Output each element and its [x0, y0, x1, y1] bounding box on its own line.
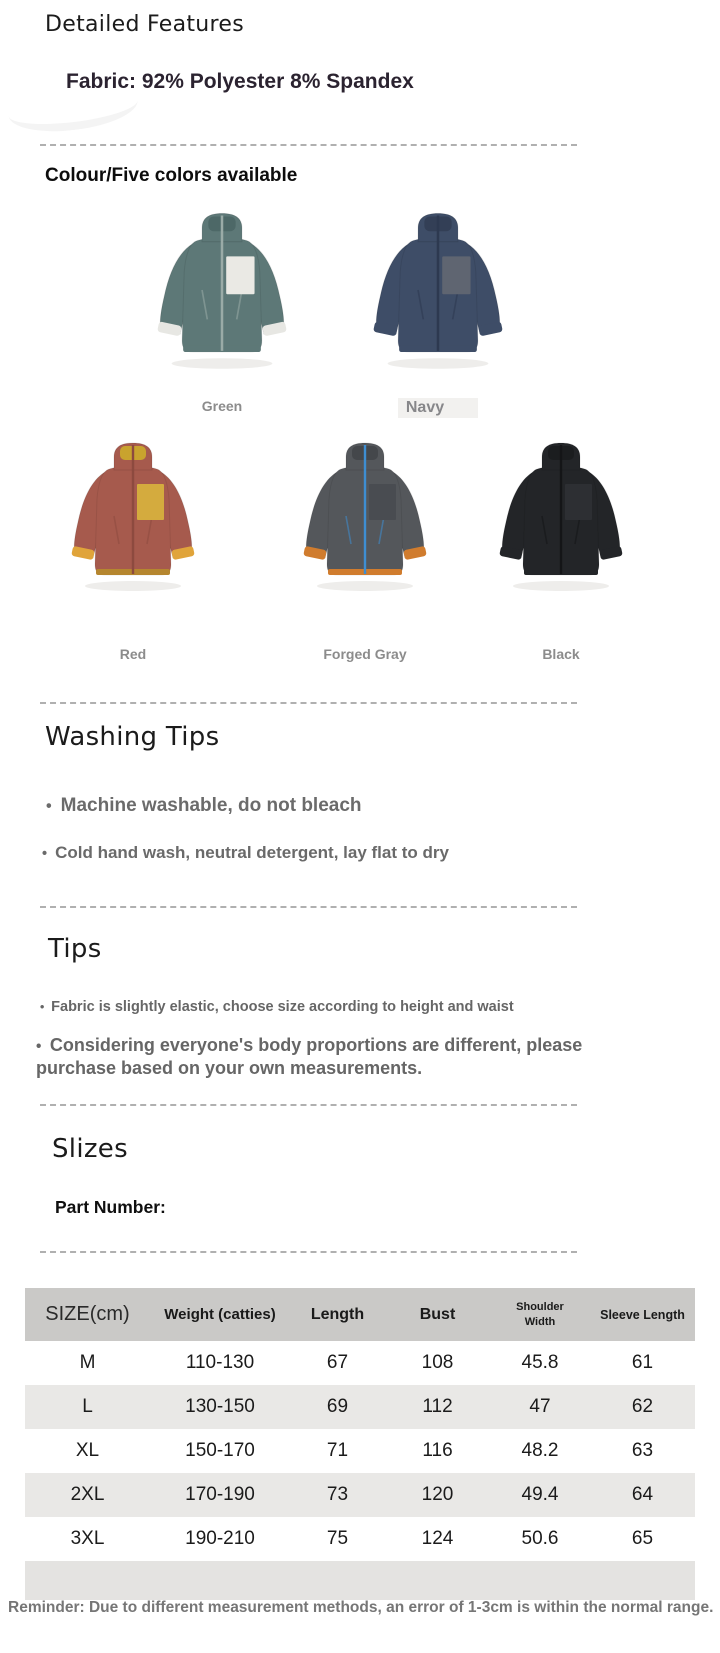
- jacket-illustration: [58, 432, 208, 600]
- table-cell: 2XL: [70, 1484, 105, 1505]
- jacket-image-red: [58, 432, 208, 662]
- jacket-image-navy: [358, 206, 518, 418]
- tips-heading: Tips: [48, 934, 102, 964]
- tips-bullet: • Fabric is slightly elastic, choose size according to height and waist: [40, 999, 514, 1015]
- table-header-cell: Bust: [419, 1305, 456, 1323]
- table-cell: L: [82, 1396, 93, 1417]
- table-cell: 110-130: [185, 1352, 255, 1373]
- table-cell: 48.2: [521, 1440, 559, 1461]
- color-label: Black: [542, 646, 580, 662]
- color-label: Forged Gray: [323, 646, 407, 662]
- jacket-image-black: [486, 432, 636, 662]
- jacket-illustration: [142, 206, 302, 374]
- table-header-row: [25, 1288, 695, 1341]
- table-cell: 50.6: [521, 1528, 559, 1549]
- washing-bullet: • Cold hand wash, neutral detergent, lay flat to dry: [42, 843, 449, 863]
- table-cell: 75: [326, 1528, 349, 1549]
- table-cell: 112: [422, 1396, 453, 1417]
- table-cell: 67: [326, 1352, 349, 1373]
- jacket-illustration: [290, 432, 440, 600]
- section-divider: [40, 1251, 577, 1253]
- jacket-image-green: [142, 206, 302, 414]
- table-header-cell: Weight (catties): [164, 1306, 276, 1323]
- table-header-cell: Length: [310, 1305, 365, 1323]
- table-row: [25, 1429, 695, 1473]
- table-cell: 190-210: [185, 1528, 255, 1549]
- fabric-spec-text: Fabric: 92% Polyester 8% Spandex: [66, 70, 414, 93]
- part-number-label: Part Number:: [55, 1197, 166, 1217]
- color-label: Red: [119, 646, 147, 662]
- table-header-cell: SIZE(cm): [45, 1303, 130, 1325]
- sizes-heading: Slizes: [52, 1134, 128, 1164]
- tips-bullet: • Considering everyone's body proportions are different, please purchase based on your own measurements.: [36, 1034, 624, 1081]
- color-label: Navy: [398, 398, 478, 418]
- table-cell: 69: [326, 1396, 349, 1417]
- jacket-illustration: [486, 432, 636, 600]
- table-cell: 3XL: [70, 1528, 105, 1549]
- colour-section-heading: Colour/Five colors available: [45, 165, 298, 186]
- section-divider: [40, 1104, 577, 1106]
- table-row: [25, 1473, 695, 1517]
- table-cell: 62: [631, 1396, 654, 1417]
- table-cell: 47: [529, 1396, 551, 1417]
- table-cell: 71: [326, 1440, 349, 1461]
- reminder-text: Reminder: Due to different measurement methods, an error of 1-3cm is within the normal range.: [8, 1599, 714, 1616]
- table-header-cell: Shoulder Width: [516, 1301, 564, 1328]
- table-cell: 170-190: [185, 1484, 255, 1505]
- table-cell: 124: [421, 1528, 454, 1549]
- table-cell: 120: [421, 1484, 454, 1505]
- page-title: Detailed Features: [45, 12, 244, 37]
- table-cell: 64: [631, 1484, 654, 1505]
- color-label: Green: [201, 398, 243, 414]
- table-filler-cell: [25, 1561, 695, 1600]
- section-divider: [40, 144, 577, 146]
- table-row: [25, 1341, 695, 1385]
- table-cell: 63: [631, 1440, 654, 1461]
- table-cell: 150-170: [185, 1440, 255, 1461]
- table-cell: 65: [631, 1528, 654, 1549]
- table-row: [25, 1385, 695, 1429]
- table-cell: 49.4: [521, 1484, 559, 1505]
- section-divider: [40, 906, 577, 908]
- jacket-illustration: [358, 206, 518, 374]
- table-cell: 108: [421, 1352, 454, 1373]
- table-row: [25, 1517, 695, 1561]
- table-body: [25, 1341, 695, 1561]
- watermark-swirl: [6, 78, 140, 138]
- table-filler-row: [25, 1561, 695, 1600]
- table-cell: 45.8: [521, 1352, 559, 1373]
- table-cell: 116: [422, 1440, 453, 1461]
- table-cell: XL: [75, 1440, 100, 1461]
- table-cell: 61: [631, 1352, 654, 1373]
- table-cell: 130-150: [185, 1396, 255, 1417]
- table-header-cell: Sleeve Length: [600, 1307, 685, 1322]
- washing-tips-heading: Washing Tips: [45, 722, 220, 752]
- section-divider: [40, 702, 577, 704]
- table-cell: M: [79, 1352, 96, 1373]
- washing-bullet: • Machine washable, do not bleach: [46, 795, 362, 817]
- jacket-image-forged-gray: [290, 432, 440, 662]
- size-table: [25, 1288, 695, 1600]
- table-cell: 73: [326, 1484, 349, 1505]
